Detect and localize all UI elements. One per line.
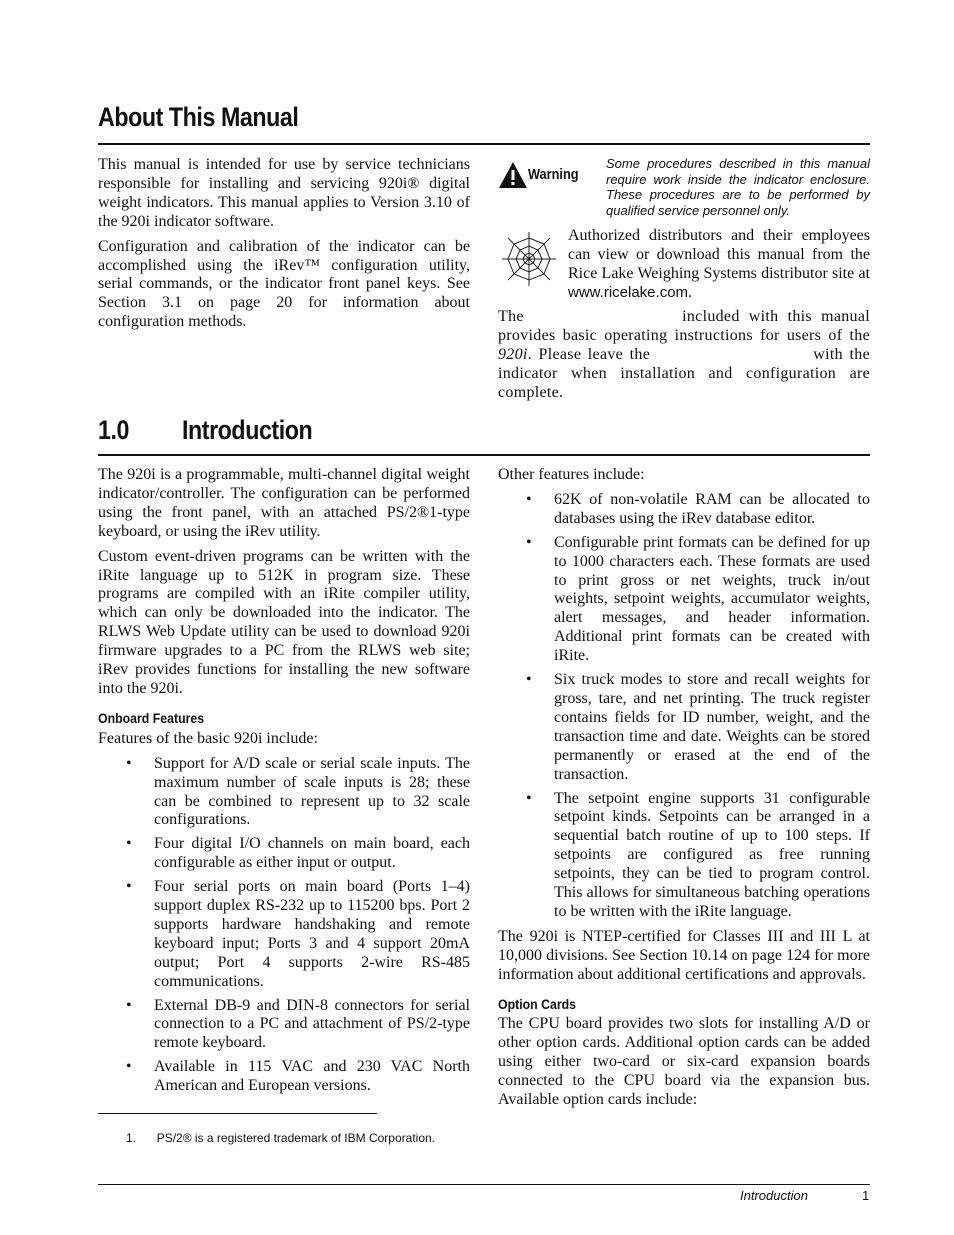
about-paragraph-2: Configuration and calibration of the indicator can be accomplished using the iRev™ configuration utility, serial commands, or the indicator front panel keys. See Section 3.1 on page 20 for information about configuration methods.: [98, 237, 470, 331]
footer-section: Introduction: [740, 1188, 808, 1203]
other-item: • The setpoint engine supports 31 configurable setpoint kinds. Setpoints can be arranged in a sequential batch routine of up to 100 steps. If setpoints are configured as free running setpoints, they can be tied to program control. This allows for simultaneous batching operations to be written with the iRite language.: [498, 790, 870, 922]
about-paragraph-3: [498, 308, 870, 403]
web-paragraph: [568, 227, 870, 303]
onboard-list: [98, 755, 470, 1096]
footer-rule: [98, 1184, 870, 1185]
onboard-item: • Support for A/D scale or serial scale inputs. The maximum number of scale inputs is 28; these can be combined to represent up to 32 scale configurations.: [98, 755, 470, 831]
about-paragraph-1: This manual is intended for use by service technicians responsible for installing and servicing 920i® digital weight indicators. This manual applies to Version 3.10 of the 920i indicator software.: [98, 156, 470, 230]
p3-model: 920i: [498, 345, 528, 363]
intro-title-rule: [98, 454, 870, 456]
about-title-rule: [98, 143, 870, 145]
onboard-item: • External DB-9 and DIN-8 connectors for serial connection to a PC and attachment of PS/2-type remote keyboard.: [98, 997, 470, 1054]
web-text: Authorized distributors and their employees can view or download this manual from the Rice Lake Weighing Systems distributor site at: [568, 227, 870, 282]
intro-number: 1.0: [98, 415, 130, 445]
warning-text: Some procedures described in this manual require work inside the indicator enclosure. These procedures are to be performed by qualified service personnel only.: [606, 156, 870, 218]
intro-title: Introduction: [182, 415, 313, 445]
onboard-heading: Onboard Features: [98, 709, 205, 726]
p3-with: with the indicator when installation and configuration are complete.: [498, 345, 870, 401]
option-heading: Option Cards: [498, 995, 577, 1012]
about-left-column: [98, 156, 470, 338]
other-item: • Six truck modes to store and recall weights for gross, tare, and net printing. The truck register contains fields for ID number, weight, and the transaction time and date. Weights can be stored permanently or erased at the end of the transaction.: [498, 671, 870, 784]
other-item: • Configurable print formats can be defined for up to 1000 characters each. These formats are used to print gross or net weights, truck in/out weights, setpoint weights, accumulator weights, alert messages, and header information. Additional print formats can be created with iRite.: [498, 534, 870, 666]
footer-page-number: 1: [862, 1188, 870, 1203]
other-intro: Other features include:: [498, 466, 645, 483]
onboard-item: • Available in 115 VAC and 230 VAC North American and European versions.: [98, 1058, 470, 1096]
warning-box: [498, 156, 870, 220]
option-paragraph: The CPU board provides two slots for installing A/D or other option cards. Additional option cards can be added using either two-card or six-card expansion boards connected to the CPU board via the expansion bus. Available option cards include:: [498, 1015, 870, 1109]
about-title: About This Manual: [98, 102, 299, 132]
p3-included: included with this manual provides basic operating instructions for users of the: [498, 308, 870, 344]
warning-triangle-icon: [498, 160, 528, 190]
footnote: [126, 1131, 435, 1145]
web-end: .: [688, 283, 693, 301]
intro-left-column: [98, 466, 470, 1102]
p3-the: The: [498, 308, 524, 325]
ricelake-link[interactable]: www.ricelake.com: [568, 283, 689, 301]
footnote-rule: [98, 1113, 377, 1114]
onboard-item: • Four digital I/O channels on main board, each configurable as either input or output.: [98, 835, 470, 873]
other-item: • 62K of non-volatile RAM can be allocated to databases using the iRev database editor.: [498, 491, 870, 529]
ntep-paragraph: The 920i is NTEP-certified for Classes III and III L at 10,000 divisions. See Section 10.14 on page 124 for more information about additional certifications and approvals.: [498, 927, 870, 983]
footnote-text: PS/2® is a registered trademark of IBM Corporation.: [156, 1131, 435, 1145]
p3-leave: . Please leave the: [527, 345, 651, 363]
intro-paragraph-2: Custom event-driven programs can be written with the iRite language up to 512K in program size. These programs are compiled with an iRite compiler utility, which can only be downloaded into the indicator. The RLWS Web Update utility can be used to download 920i firmware upgrades to a PC from the RLWS web site; iRev provides functions for installing the new software into the 920i.: [98, 547, 470, 697]
other-list: [498, 491, 870, 922]
intro-right-column: [498, 466, 870, 1116]
warning-label: Warning: [528, 166, 579, 183]
web-spider-icon: [500, 230, 558, 288]
intro-paragraph-1: The 920i is a programmable, multi-channel digital weight indicator/controller. The configuration can be performed using the front panel, with an attached PS/2®1-type keyboard, or using the iRev utility.: [98, 466, 470, 540]
footnote-number: 1.: [126, 1131, 137, 1145]
onboard-item: • Four serial ports on main board (Ports 1–4) support duplex RS-232 up to 115200 bps. Port 2 supports hardware handshaking and remote keyboard input; Ports 3 and 4 support 20mA output; Port 4 supports 2-wire RS-485 communications.: [98, 878, 470, 991]
onboard-intro: Features of the basic 920i include:: [98, 729, 318, 747]
